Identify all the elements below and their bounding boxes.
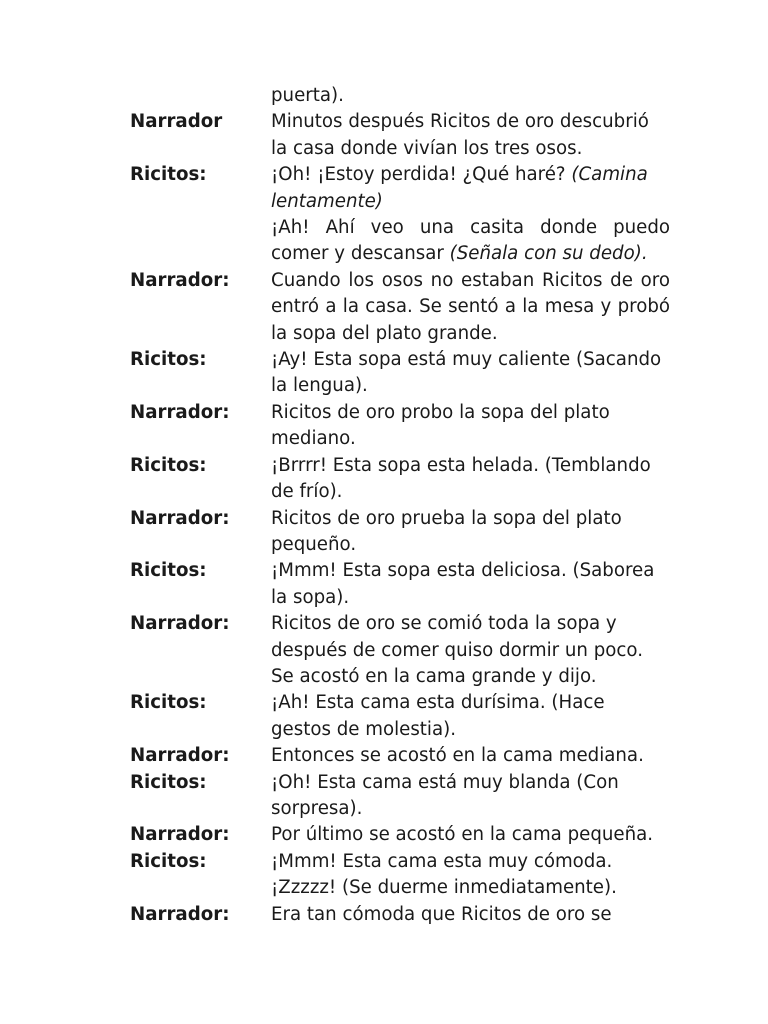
speaker-name: Ricitos:: [130, 771, 207, 793]
spoken-text: ¡Ah! Ahí veo una casita donde puedo comer y descansar: [271, 217, 670, 265]
speaker-name: Narrador:: [130, 745, 230, 767]
spoken-text: Ricitos de oro se comió toda la sopa y después de comer quiso dormir un poco. Se acostó en la cama grande y dijo.: [271, 613, 643, 687]
dialogue-text: [271, 347, 670, 400]
dialogue-line: [130, 690, 670, 743]
dialogue-text: [271, 453, 670, 506]
dialogue-text: [271, 506, 670, 559]
speaker-name: Narrador:: [130, 824, 230, 846]
dialogue-text: [271, 770, 670, 823]
spoken-text: Era tan cómoda que Ricitos de oro se: [271, 903, 612, 925]
dialogue-line: [130, 770, 670, 823]
spoken-text: Cuando los osos no estaban Ricitos de oro entró a la casa. Se sentó a la mesa y probó la sopa del plato grande.: [271, 269, 670, 344]
speaker-name: Narrador:: [130, 401, 230, 423]
spoken-text: ¡Mmm! Esta cama esta muy cómoda. ¡Zzzzz! (Se duerme inmediatamente).: [271, 850, 617, 899]
speaker-name: Narrador:: [130, 903, 230, 925]
spoken-text: ¡Oh! ¡Estoy perdida! ¿Qué haré?: [271, 164, 572, 186]
spoken-text: Minutos después Ricitos de oro descubrió la casa donde vivían los tres osos.: [271, 111, 649, 159]
dialogue-line: [130, 558, 670, 611]
dialogue-line: [130, 162, 670, 215]
dialogue-text: [271, 162, 670, 215]
speaker-name: Narrador: [130, 111, 223, 133]
spoken-text: ¡Ah! Esta cama esta durísima. (Hace gestos de molestia).: [271, 692, 605, 740]
dialogue-line: [130, 743, 670, 769]
dialogue-line: [130, 347, 670, 400]
dialogue-text: [271, 822, 670, 848]
speaker-name: Ricitos:: [130, 349, 207, 371]
spoken-text: ¡Brrrr! Esta sopa esta helada. (Temblando de frío).: [271, 454, 651, 503]
speaker-name: Narrador:: [130, 269, 230, 291]
play-script: [130, 83, 670, 928]
spoken-text: Ricitos de oro probo la sopa del plato mediano.: [271, 401, 610, 450]
dialogue-line: [130, 506, 670, 559]
spoken-text: Ricitos de oro prueba la sopa del plato pequeño.: [271, 507, 622, 555]
speaker-name: Ricitos:: [130, 850, 207, 872]
dialogue-text: [271, 109, 670, 162]
speaker-name: Narrador:: [130, 613, 230, 635]
dialogue-text: [271, 268, 670, 347]
dialogue-line: [130, 83, 670, 109]
spoken-text: ¡Mmm! Esta sopa esta deliciosa. (Saborea la sopa).: [271, 560, 655, 608]
spoken-text: ¡Oh! Esta cama está muy blanda (Con sorpresa).: [271, 771, 619, 819]
dialogue-text: [271, 558, 670, 611]
spoken-text: Entonces se acostó en la cama mediana.: [271, 745, 644, 767]
dialogue-line: [130, 400, 670, 453]
dialogue-text: [271, 83, 670, 109]
speaker-name: Narrador:: [130, 507, 230, 529]
dialogue-text: [271, 690, 670, 743]
dialogue-text: [271, 849, 670, 902]
speaker-name: Ricitos:: [130, 560, 207, 582]
dialogue-text: [271, 400, 670, 453]
dialogue-text: [271, 902, 670, 928]
spoken-text: puerta).: [271, 85, 344, 106]
dialogue-line: [130, 215, 670, 268]
stage-direction: (Señala con su dedo).: [449, 243, 648, 265]
dialogue-line: [130, 849, 670, 902]
speaker-name: Ricitos:: [130, 454, 207, 476]
dialogue-text: [271, 215, 670, 268]
stage-direction: (Camina lentamente): [271, 164, 648, 212]
speaker-name: Ricitos:: [130, 164, 207, 186]
dialogue-line: [130, 453, 670, 506]
dialogue-line: [130, 611, 670, 690]
dialogue-text: [271, 743, 670, 769]
speaker-name: Ricitos:: [130, 692, 207, 714]
dialogue-line: [130, 268, 670, 347]
dialogue-line: [130, 822, 670, 848]
dialogue-text: [271, 611, 670, 690]
dialogue-line: [130, 902, 670, 928]
spoken-text: Por último se acostó en la cama pequeña.: [271, 824, 654, 846]
spoken-text: ¡Ay! Esta sopa está muy caliente (Sacando la lengua).: [271, 349, 662, 397]
dialogue-line: [130, 109, 670, 162]
